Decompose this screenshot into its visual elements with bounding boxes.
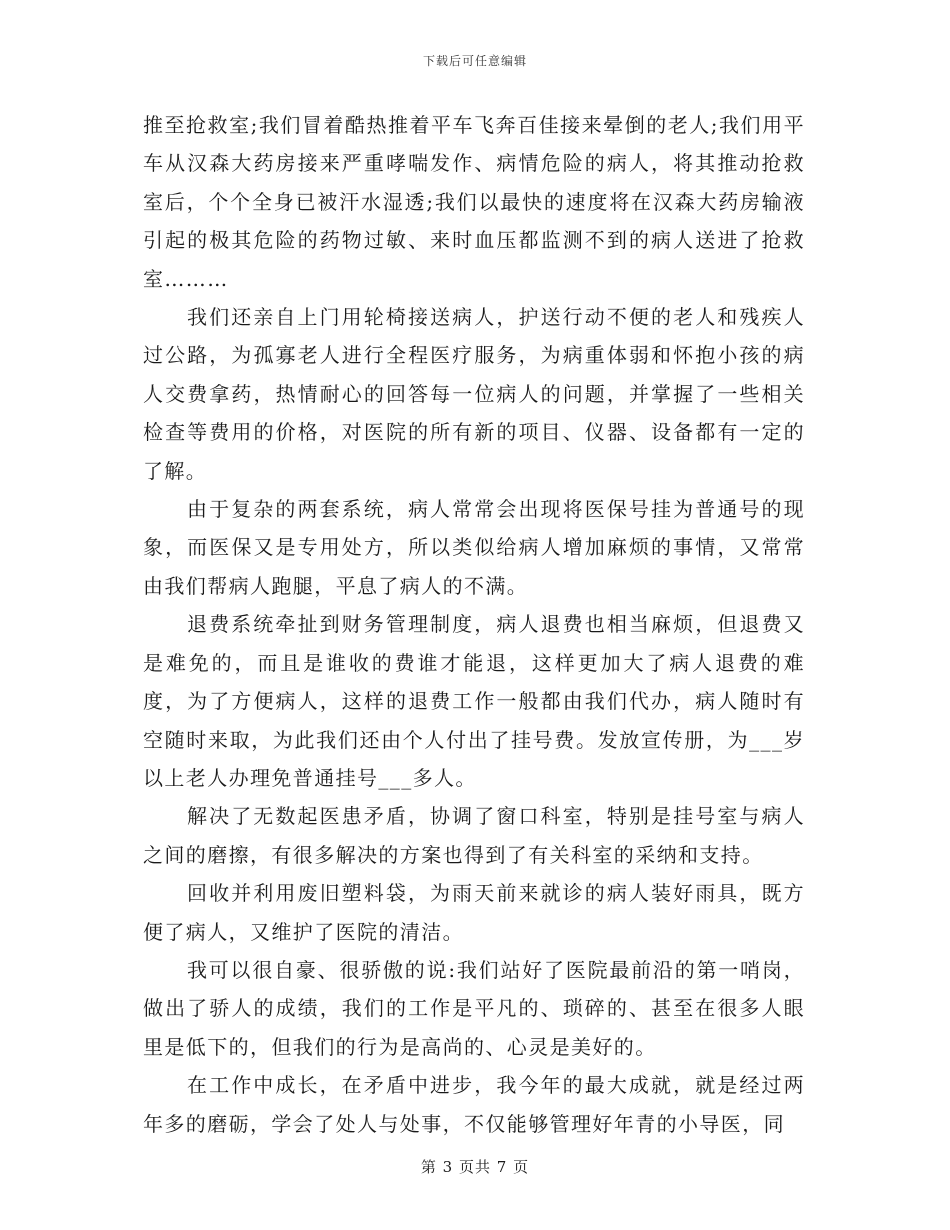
- paragraph-continuation: 推至抢救室;我们冒着酷热推着平车飞奔百佳接来晕倒的老人;我们用平车从汉森大药房接来严重哮喘发作、病情危险的病人，将其推动抢救室后，个个全身已被汗水湿透;我们以最快的速度将在汉森大药房输液引起的极其危险的药物过敏、来时血压都监测不到的病人送进了抢救室………: [143, 113, 805, 291]
- document-body: [143, 106, 805, 1143]
- paragraph: 由于复杂的两套系统，病人常常会出现将医保号挂为普通号的现象，而医保又是专用处方，所以类似给病人增加麻烦的事情，又常常由我们帮病人跑腿，平息了病人的不满。: [143, 497, 805, 598]
- page-header: 下载后可任意编辑: [422, 54, 527, 68]
- paragraph: 我可以很自豪、很骄傲的说:我们站好了医院最前沿的第一哨岗，做出了骄人的成绩，我们的工作是平凡的、琐碎的、甚至在很多人眼里是低下的，但我们的行为是高尚的、心灵是美好的。: [143, 957, 805, 1059]
- paragraph: 退费系统牵扯到财务管理制度，病人退费也相当麻烦，但退费又是难免的，而且是谁收的费谁才能退，这样更加大了病人退费的难度，为了方便病人，这样的退费工作一般都由我们代办，病人随时有空随时来取，为此我们还由个人付出了挂号费。发放宣传册，为___岁以上老人办理免普通挂号___多人。: [143, 612, 805, 790]
- paragraph: 回收并利用废旧塑料袋，为雨天前来就诊的病人装好雨具，既方便了病人，又维护了医院的清洁。: [143, 881, 805, 944]
- paragraph: 解决了无数起医患矛盾，协调了窗口科室，特别是挂号室与病人之间的磨擦，有很多解决的方案也得到了有关科室的采纳和支持。: [143, 804, 805, 867]
- page-footer: 第 3 页共 7 页: [420, 1158, 530, 1176]
- paragraph: 在工作中成长，在矛盾中进步，我今年的最大成就，就是经过两年多的磨砺，学会了处人与处事，不仅能够管理好年青的小导医，同: [143, 1073, 805, 1136]
- paragraph: 我们还亲自上门用轮椅接送病人，护送行动不便的老人和残疾人过公路，为孤寡老人进行全程医疗服务，为病重体弱和怀抱小孩的病人交费拿药，热情耐心的回答每一位病人的问题，并掌握了一些相关检查等费用的价格，对医院的所有新的项目、仪器、设备都有一定的了解。: [143, 305, 805, 483]
